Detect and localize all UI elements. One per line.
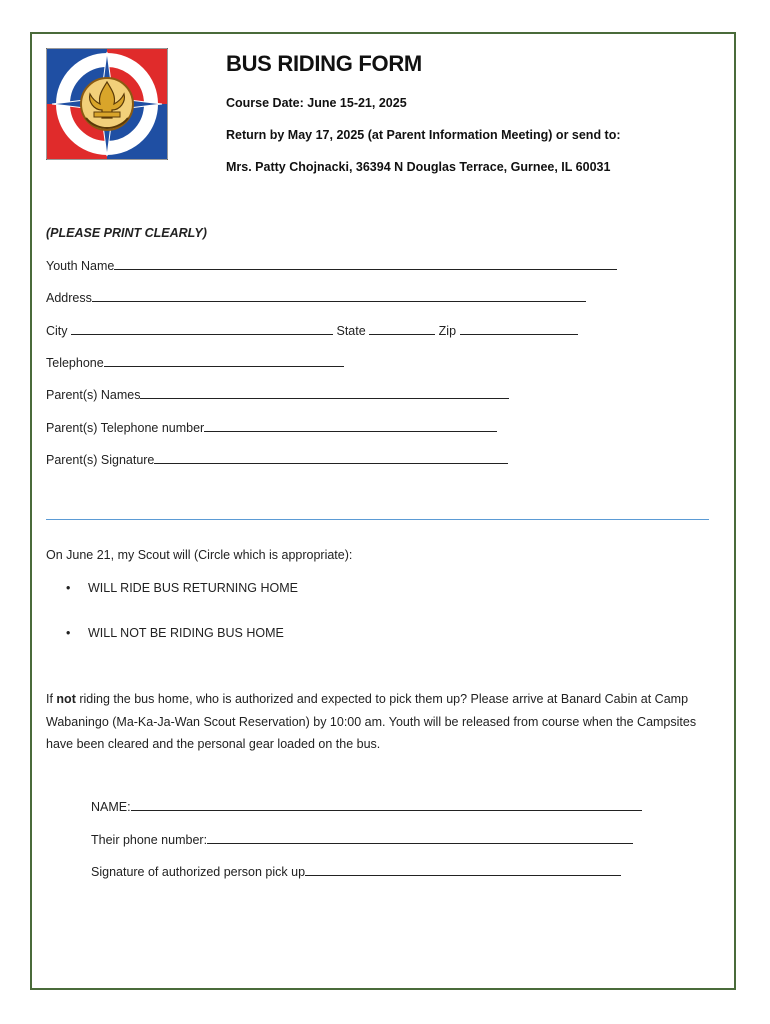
youth-name-line[interactable] [114, 257, 617, 270]
nylt-logo [46, 48, 168, 160]
address-label: Address [46, 291, 92, 305]
parent-signature-label: Parent(s) Signature [46, 453, 155, 467]
telephone-line[interactable] [104, 354, 344, 367]
city-line[interactable] [71, 322, 333, 335]
parent-names-line[interactable] [140, 386, 509, 399]
zip-line[interactable] [460, 322, 578, 335]
course-date: Course Date: June 15-21, 2025 [226, 96, 407, 110]
parent-telephone-label: Parent(s) Telephone number [46, 421, 205, 435]
option-not-ride-bus[interactable] [66, 626, 284, 640]
section-divider [46, 519, 709, 520]
city-label: City [46, 324, 68, 338]
state-label: State [336, 324, 366, 338]
option-ride-bus[interactable] [66, 581, 298, 595]
option-not-ride-bus-label: WILL NOT BE RIDING BUS HOME [88, 626, 284, 640]
zip-label: Zip [438, 324, 457, 338]
pickup-name-line[interactable] [131, 798, 642, 811]
pickup-phone-line[interactable] [207, 831, 633, 844]
parent-names-field[interactable] [46, 386, 509, 402]
address-line[interactable] [92, 289, 586, 302]
parent-telephone-line[interactable] [204, 419, 497, 432]
form-header [226, 50, 422, 78]
return-by: Return by May 17, 2025 (at Parent Information Meeting) or send to: [226, 128, 621, 142]
address-field[interactable] [46, 289, 586, 305]
nylt-emblem-icon [46, 48, 168, 160]
pickup-name-label: NAME: [91, 800, 131, 814]
form-title: BUS RIDING FORM [226, 51, 422, 76]
youth-name-field[interactable] [46, 257, 617, 273]
state-line[interactable] [369, 322, 435, 335]
telephone-label: Telephone [46, 356, 104, 370]
send-to-address: Mrs. Patty Chojnacki, 36394 N Douglas Terrace, Gurnee, IL 60031 [226, 160, 611, 174]
parent-telephone-field[interactable] [46, 419, 497, 435]
pickup-phone-label: Their phone number: [91, 833, 208, 847]
pickup-lead: If [46, 692, 57, 706]
bullet-icon: • [66, 581, 71, 595]
parent-signature-line[interactable] [154, 451, 508, 464]
city-state-zip-row [46, 322, 578, 338]
print-clearly-note: (PLEASE PRINT CLEARLY) [46, 226, 207, 240]
pickup-signature-line[interactable] [305, 863, 621, 876]
pickup-instructions [46, 688, 722, 756]
youth-name-label: Youth Name [46, 259, 115, 273]
pickup-name-field[interactable] [91, 798, 642, 814]
telephone-field[interactable] [46, 354, 344, 370]
pickup-signature-field[interactable] [91, 863, 621, 879]
pickup-signature-label: Signature of authorized person pick up [91, 865, 306, 879]
pickup-rest: riding the bus home, who is authorized and expected to pick them up? Please arrive at Banard Cabin at Camp Wabaningo (Ma-Ka-Ja-Wan Scout Reservation) by 10:00 am. Youth will be released from course when the Campsites have been cleared and the personal gear loaded on the bus. [46, 692, 697, 751]
bullet-icon: • [66, 626, 71, 640]
scout-choice-intro: On June 21, my Scout will (Circle which is appropriate): [46, 548, 353, 562]
pickup-emphasis: not [56, 692, 76, 706]
pickup-phone-field[interactable] [91, 831, 633, 847]
parent-names-label: Parent(s) Names [46, 388, 141, 402]
parent-signature-field[interactable] [46, 451, 508, 467]
option-ride-bus-label: WILL RIDE BUS RETURNING HOME [88, 581, 298, 595]
